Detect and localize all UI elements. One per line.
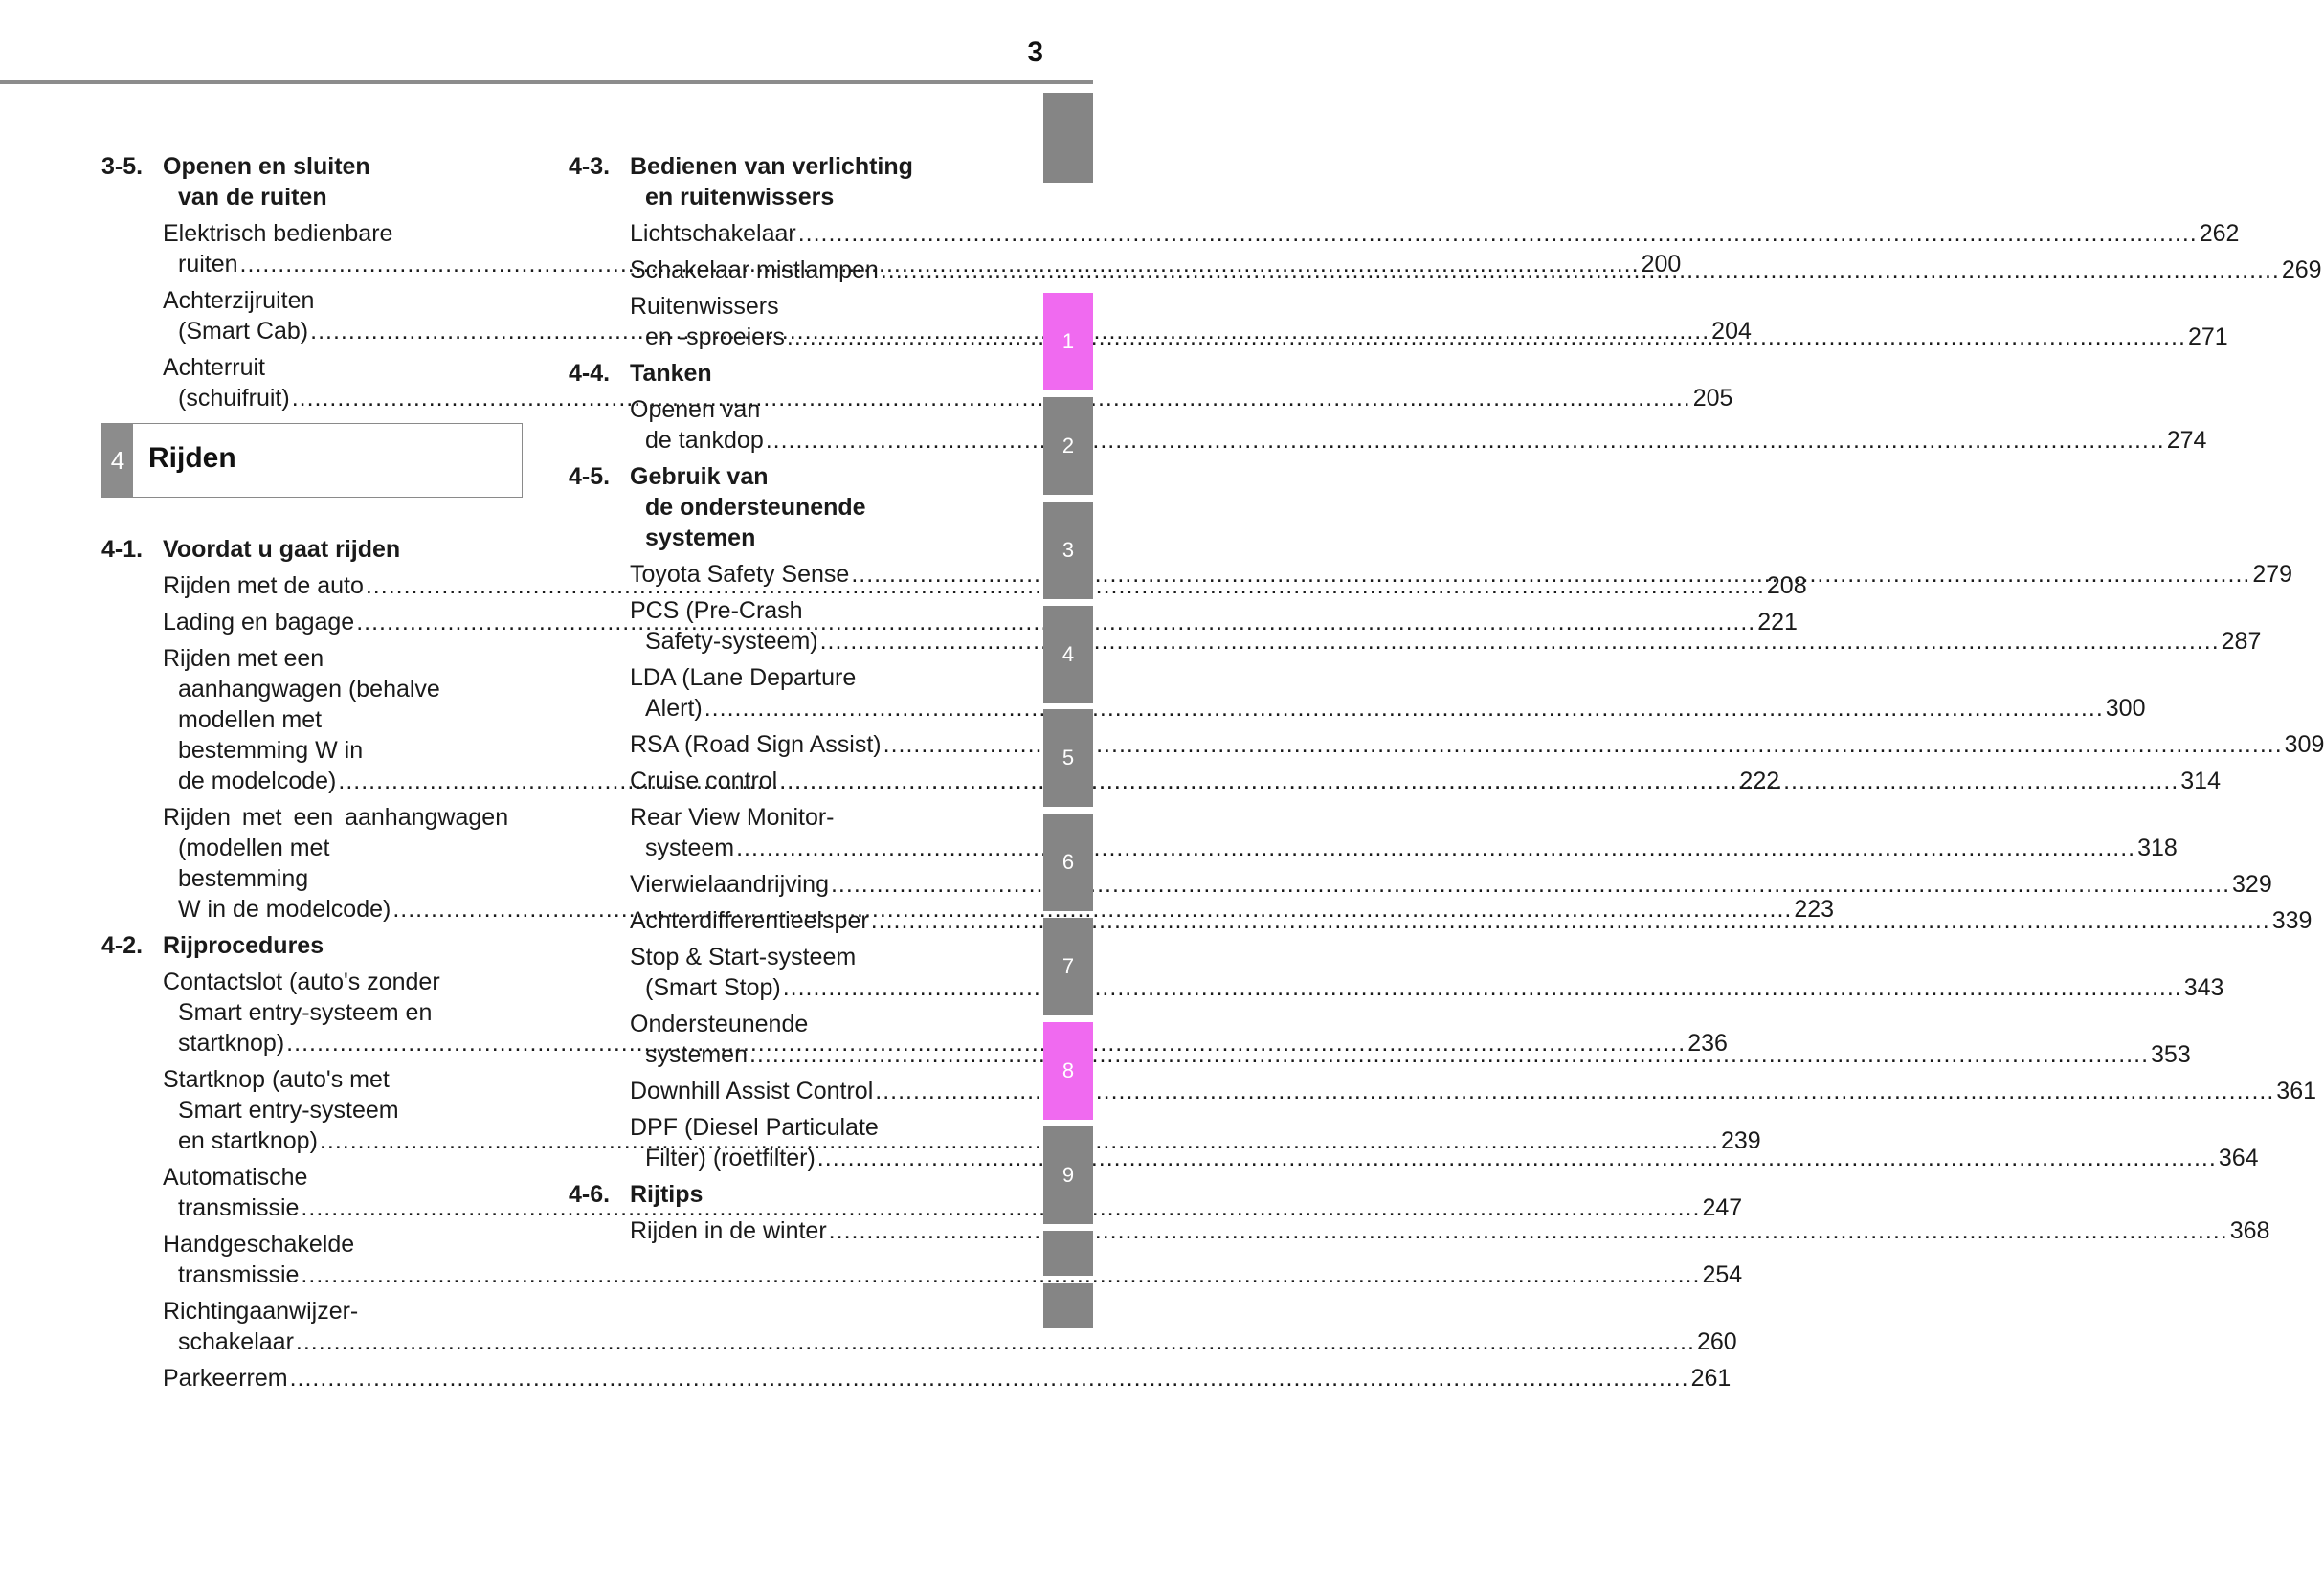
entry-page: 247: [1702, 1194, 1743, 1221]
entry-text: Startknop (auto's met: [163, 1066, 390, 1093]
section-heading-4-6[interactable]: [569, 1179, 980, 1210]
entry-text-cont: bestemming: [178, 865, 309, 892]
entry-text-cont: W in de modelcode): [178, 896, 391, 923]
entry-text: DPF (Diesel Particulate: [630, 1114, 879, 1141]
entry-text: Lichtschakelaar: [630, 220, 796, 247]
section-number: 4-3.: [569, 153, 611, 180]
entry-text: Richtingaanwijzer-: [163, 1298, 359, 1325]
entry-page: 318: [2137, 835, 2178, 861]
entry-page: 364: [2218, 1145, 2259, 1171]
toc-entry[interactable]: [630, 218, 2240, 249]
toc-entry[interactable]: [163, 1363, 1732, 1393]
entry-text-cont: transmissie: [178, 1261, 300, 1288]
section-heading-3-5[interactable]: [101, 151, 523, 212]
side-tab-2[interactable]: 2: [1043, 397, 1093, 495]
section-title-cont: en ruitenwissers: [645, 184, 835, 211]
entry-text: Elektrisch bedienbare: [163, 220, 393, 247]
entry-text: PCS (Pre-Crash: [630, 597, 803, 624]
chapter-heading-box: [101, 423, 523, 498]
entry-text: Stop & Start-systeem: [630, 944, 857, 970]
entry-page: 208: [1766, 572, 1807, 599]
entry-page: 309: [2284, 731, 2324, 758]
entry-page: 261: [1690, 1365, 1732, 1392]
section-heading-4-3[interactable]: [569, 151, 980, 212]
entry-text-cont: (Smart Cab): [178, 318, 309, 345]
entry-text-cont: de modelcode): [178, 768, 337, 794]
entry-page: 204: [1711, 318, 1752, 345]
entry-page: 300: [2105, 695, 2146, 722]
section-number: 4-4.: [569, 360, 611, 387]
entry-text: Rear View Monitor-: [630, 804, 835, 831]
toc-entry[interactable]: [630, 1076, 2317, 1106]
section-title: Gebruik van: [630, 463, 769, 490]
entry-text: Parkeerrem: [163, 1365, 288, 1392]
entry-page: 205: [1692, 385, 1733, 412]
section-title-cont: de ondersteunende: [645, 494, 866, 521]
section-title-cont: van de ruiten: [178, 184, 327, 211]
section-title: Bedienen van verlichting: [630, 153, 913, 180]
side-tab-blank-top: [1043, 93, 1093, 183]
section-title: Rijprocedures: [163, 932, 324, 959]
section-title: Voordat u gaat rijden: [163, 536, 401, 563]
entry-text-cont: (modellen met: [178, 835, 330, 861]
entry-text-cont: aanhangwagen (behalve: [178, 676, 440, 702]
entry-text: Ondersteunende: [630, 1011, 809, 1037]
entry-text-cont: Alert): [645, 695, 703, 722]
section-number: 4-1.: [101, 536, 144, 563]
entry-text: Downhill Assist Control: [630, 1078, 874, 1104]
entry-text: Contactslot (auto's zonder: [163, 969, 440, 995]
toc-entry[interactable]: [630, 802, 2178, 863]
entry-page: 361: [2276, 1078, 2317, 1104]
entry-text-cont: bestemming W in: [178, 737, 364, 764]
entry-text: Toyota Safety Sense: [630, 561, 850, 588]
entry-text: Ruitenwissers: [630, 293, 779, 320]
entry-page: 368: [2229, 1217, 2270, 1244]
entry-page: 222: [1739, 768, 1780, 794]
side-tab-8[interactable]: 8: [1043, 1022, 1093, 1120]
entry-text: LDA (Lane Departure: [630, 664, 857, 691]
entry-text-cont: transmissie: [178, 1194, 300, 1221]
side-tab-blank-bottom: [1043, 1283, 1093, 1328]
toc-entry[interactable]: [630, 869, 2272, 900]
section-title: Tanken: [630, 360, 712, 387]
entry-page: 314: [2180, 768, 2221, 794]
entry-page: 223: [1794, 896, 1835, 923]
toc-entry[interactable]: [163, 1296, 1737, 1357]
toc-entry[interactable]: [630, 942, 2224, 1003]
entry-page: 236: [1687, 1030, 1728, 1057]
entry-page: 262: [2199, 220, 2240, 247]
entry-text: Rijden met de auto: [163, 572, 364, 599]
side-tab-1[interactable]: 1: [1043, 293, 1093, 390]
section-number: 4-5.: [569, 463, 611, 490]
entry-text: Achterdifferentieelsper: [630, 907, 869, 934]
entry-text: RSA (Road Sign Assist): [630, 731, 882, 758]
section-heading-4-5[interactable]: [569, 461, 980, 553]
entry-text-cont: Smart entry-systeem en: [178, 999, 433, 1026]
entry-text-cont: (Smart Stop): [645, 974, 781, 1001]
entry-page: 271: [2187, 323, 2228, 350]
entry-text-cont: ruiten: [178, 251, 238, 278]
section-number: 4-2.: [101, 932, 144, 959]
side-tab-5[interactable]: 5: [1043, 709, 1093, 807]
entry-text-cont: Smart entry-systeem: [178, 1097, 399, 1124]
side-tab-7[interactable]: 7: [1043, 918, 1093, 1015]
entry-text: Rijden met een: [163, 645, 324, 672]
entry-text-cont: systeem: [645, 835, 735, 861]
entry-page: 221: [1757, 609, 1798, 635]
toc-entry[interactable]: [630, 1215, 2270, 1246]
entry-text-cont: schakelaar: [178, 1328, 294, 1355]
section-number: 3-5.: [101, 153, 144, 180]
entry-text: Openen van: [630, 396, 761, 423]
entry-page: 329: [2232, 871, 2272, 898]
entry-text: Cruise control: [630, 768, 778, 794]
entry-text-cont: Safety-systeem): [645, 628, 818, 655]
section-heading-4-1[interactable]: [101, 534, 523, 565]
section-title-cont: systemen: [645, 524, 756, 551]
side-tab-blank-index: [1043, 1231, 1093, 1276]
section-title: Rijtips: [630, 1181, 704, 1208]
side-tab-4[interactable]: 4: [1043, 606, 1093, 703]
entry-text: Rijden met een aanhangwagen: [163, 804, 509, 831]
entry-text: Automatische: [163, 1164, 308, 1191]
toc-entry[interactable]: [630, 729, 2324, 760]
section-title: Openen en sluiten: [163, 153, 370, 180]
entry-text: Lading en bagage: [163, 609, 355, 635]
entry-text: Handgeschakelde: [163, 1231, 355, 1258]
toc-entry[interactable]: [630, 662, 2146, 724]
side-tab-6[interactable]: 6: [1043, 814, 1093, 911]
entry-text-cont: systemen: [645, 1041, 748, 1068]
side-tab-3[interactable]: 3: [1043, 502, 1093, 599]
entry-text: Rijden in de winter: [630, 1217, 827, 1244]
entry-page: 254: [1702, 1261, 1743, 1288]
entry-page: 343: [2183, 974, 2224, 1001]
chapter-title: Rijden: [148, 442, 236, 474]
entry-page: 260: [1696, 1328, 1737, 1355]
entry-page: 279: [2252, 561, 2293, 588]
entry-page: 353: [2151, 1041, 2191, 1068]
entry-text-cont: modellen met: [178, 706, 323, 733]
entry-page: 287: [2221, 628, 2262, 655]
section-heading-4-2[interactable]: [101, 930, 523, 961]
side-tab-9[interactable]: 9: [1043, 1126, 1093, 1224]
entry-text: Achterzijruiten: [163, 287, 315, 314]
header-rule: [0, 80, 1093, 84]
entry-page: 339: [2271, 907, 2313, 934]
entry-page: 274: [2166, 427, 2207, 454]
entry-text: Achterruit: [163, 354, 265, 381]
entry-page: 239: [1720, 1127, 1761, 1154]
section-number: 4-6.: [569, 1181, 611, 1208]
section-heading-4-4[interactable]: [569, 358, 980, 389]
entry-text-cont: en -sproeiers: [645, 323, 785, 350]
entry-text-cont: startknop): [178, 1030, 285, 1057]
entry-text-cont: Filter) (roetfilter): [645, 1145, 816, 1171]
entry-text-cont: en startknop): [178, 1127, 318, 1154]
chapter-number: 4: [102, 424, 133, 497]
entry-page: 269: [2281, 256, 2322, 283]
page-number: 3: [1027, 36, 1043, 68]
entry-text: Schakelaar mistlampen: [630, 256, 879, 283]
entry-text-cont: (schuifruit): [178, 385, 290, 412]
entry-page: 200: [1641, 251, 1682, 278]
entry-text-cont: de tankdop: [645, 427, 764, 454]
entry-text: Vierwielaandrijving: [630, 871, 829, 898]
